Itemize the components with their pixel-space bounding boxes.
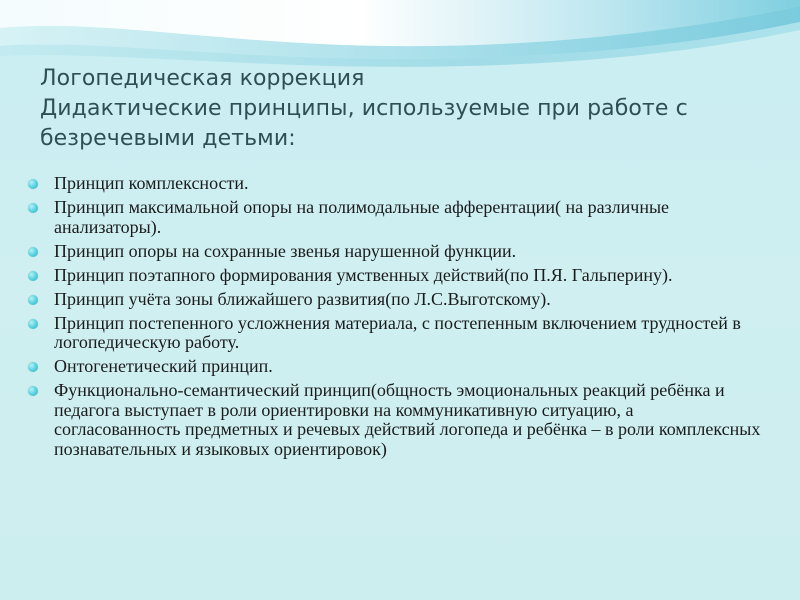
- list-item-text: Принцип поэтапного формирования умственных действий(по П.Я. Гальперину).: [54, 264, 673, 285]
- list-item-text: Принцип максимальной опоры на полимодальные афферентации( на различные анализаторы).: [54, 197, 670, 237]
- list-item-text: Принцип учёта зоны ближайшего развития(по Л.С.Выготскому).: [54, 288, 551, 309]
- list-item: [27, 242, 762, 262]
- list-item: [27, 290, 762, 310]
- principles-list: [27, 174, 762, 459]
- list-item-text: Онтогенетический принцип.: [54, 356, 273, 376]
- bullet-icon: [28, 362, 38, 372]
- title-line-2: Дидактические принципы, используемые при работе с: [40, 96, 688, 121]
- list-item: [27, 198, 762, 237]
- list-item-text: Принцип постепенного усложнения материала, с постепенным включением трудностей в логопедическую работу.: [54, 312, 741, 352]
- bullet-icon: [28, 295, 38, 305]
- bullet-icon: [28, 386, 38, 396]
- list-item: [27, 174, 762, 194]
- slide-title: [40, 64, 760, 154]
- list-item-text: Функционально-семантический принцип(общность эмоциональных реакций ребёнка и педагога выступает в роли ориентировки на коммуникативную ситуацию, а согласованность предметных и речевых действий логопеда и ребёнка – в роли комплексных познавательных и языковых ориентировок): [54, 380, 761, 459]
- bullet-icon: [28, 179, 38, 189]
- bullet-icon: [28, 247, 38, 257]
- title-line-1: Логопедическая коррекция: [40, 66, 365, 91]
- decorative-wave-header: [0, 0, 800, 70]
- principles-list-container: [27, 174, 762, 464]
- bullet-icon: [28, 271, 38, 281]
- list-item: [27, 357, 762, 377]
- title-line-3: безречевыми детьми:: [40, 126, 296, 151]
- bullet-icon: [28, 319, 38, 329]
- list-item: [27, 314, 762, 353]
- list-item: [27, 381, 762, 459]
- bullet-icon: [28, 203, 38, 213]
- list-item-text: Принцип комплексности.: [54, 173, 249, 193]
- list-item: [27, 266, 762, 286]
- list-item-text: Принцип опоры на сохранные звенья нарушенной функции.: [54, 240, 517, 261]
